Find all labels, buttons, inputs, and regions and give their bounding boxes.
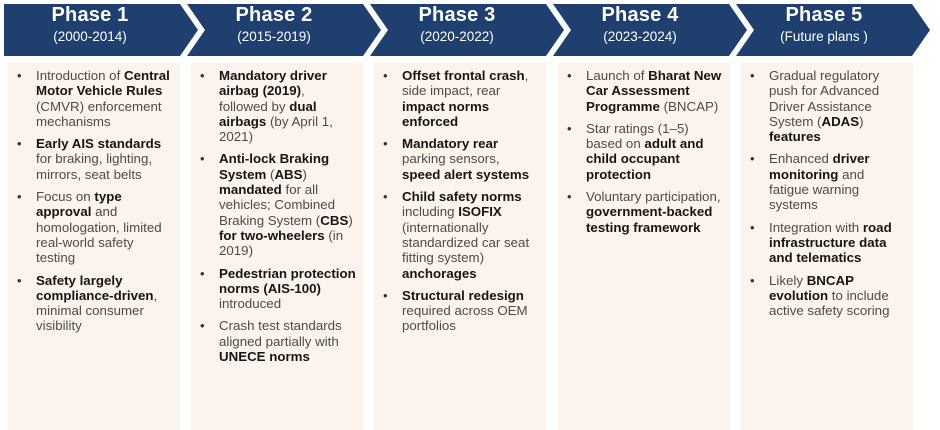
bullet-icon: • — [567, 189, 572, 205]
item-text-bold: Structural redesign — [402, 287, 524, 303]
item-text: Integration with — [769, 219, 863, 235]
item-text-bold: type approval — [36, 189, 122, 220]
phase-3-item — [380, 136, 540, 182]
item-text: (internationally standardized car seat fitting system) — [402, 219, 530, 266]
phase-2-list — [197, 68, 357, 364]
bullet-icon: • — [750, 219, 755, 235]
phase-1-list — [14, 68, 174, 334]
phase-1-item — [14, 136, 174, 182]
phase-2-title: Phase 2 — [235, 4, 313, 26]
phase-2-years: (2015-2019) — [237, 29, 311, 44]
phase-3-years: (2020-2022) — [420, 29, 494, 44]
item-text: parking sensors, — [402, 151, 500, 167]
item-text: ( — [266, 166, 275, 182]
phase-1-item — [14, 273, 174, 334]
phase-4-years: (2023-2024) — [603, 29, 677, 44]
item-text-bold: Pedestrian protection norms — [219, 265, 356, 296]
item-text: required across OEM portfolios — [402, 303, 528, 334]
phase-2-item — [197, 68, 357, 144]
item-text: Gradual regulatory push for Advanced Driver Assistance System ( — [769, 68, 880, 129]
item-text-bold: Mandatory driver airbag (2019) — [219, 68, 327, 99]
bullet-icon: • — [383, 287, 388, 303]
phase-1-years: (2000-2014) — [53, 29, 127, 44]
item-text-bold: impact norms enforced — [402, 98, 490, 129]
item-text: , minimal consumer visibility — [36, 287, 158, 334]
item-text-bold: Child safety norms — [402, 189, 522, 205]
phase-2-header — [190, 4, 358, 56]
item-text: (CMVR) enforcement mechanisms — [36, 98, 162, 129]
item-text-bold: Safety largely compliance-driven — [36, 272, 154, 303]
bullet-icon: • — [17, 68, 22, 83]
bullet-icon: • — [383, 189, 388, 205]
item-text: Focus on — [36, 189, 95, 205]
phase-4-item — [564, 189, 724, 235]
item-text: Voluntary participation, — [586, 189, 721, 205]
phase-2-item — [197, 151, 357, 258]
item-text-bold: ISOFIX — [458, 204, 502, 220]
bullet-icon: • — [17, 189, 22, 205]
bullet-icon: • — [383, 136, 388, 152]
item-text-bold: features — [769, 129, 821, 145]
bullet-icon: • — [200, 265, 205, 281]
item-text: Introduction of — [36, 68, 124, 83]
item-text: Launch of — [586, 68, 649, 83]
phase-3-list — [380, 68, 540, 334]
item-text-bold: (AIS-100) — [263, 280, 321, 296]
item-text-bold: Bharat New Car Assessment Programme — [586, 68, 722, 114]
bullet-icon: • — [750, 68, 755, 83]
phase-3-item — [380, 288, 540, 334]
phase-4-list — [564, 68, 724, 235]
phase-5-card — [741, 63, 913, 430]
item-text: for braking, lighting, mirrors, seat belts — [36, 151, 153, 182]
bullet-icon: • — [200, 318, 205, 334]
phase-2-item — [197, 266, 357, 312]
phase-1-card — [8, 63, 180, 430]
phase-5-item — [747, 273, 907, 319]
phase-2-item — [197, 318, 357, 364]
phase-3-item — [380, 189, 540, 281]
item-text-bold: mandated — [219, 182, 282, 198]
phase-1-item — [14, 189, 174, 265]
bullet-icon: • — [17, 136, 22, 152]
phase-3-title: Phase 3 — [418, 4, 496, 26]
item-text-bold: speed alert systems — [402, 166, 530, 182]
item-text-bold: Anti-lock Braking System — [219, 151, 330, 182]
bullet-icon: • — [200, 151, 205, 167]
item-text: Likely — [769, 272, 807, 288]
bullet-icon: • — [750, 151, 755, 167]
item-text: and fatigue warning systems — [769, 166, 865, 213]
item-text-bold: Mandatory rear — [402, 136, 499, 152]
phase-4-item — [564, 68, 724, 114]
phase-5-years: (Future plans ) — [780, 29, 868, 44]
item-text-bold: ABS — [274, 166, 303, 182]
phase-1-header — [6, 4, 174, 56]
item-text-bold: Offset frontal crash — [402, 68, 525, 83]
item-text-bold: dual airbags — [219, 98, 317, 129]
phase-4-title: Phase 4 — [601, 4, 679, 26]
item-text: ) — [859, 113, 864, 129]
item-text-bold: Central Motor Vehicle Rules — [36, 68, 170, 99]
bullet-icon: • — [750, 272, 755, 288]
phase-5-list — [747, 68, 907, 318]
phase-3-item — [380, 68, 540, 129]
item-text-bold: for two-wheelers — [219, 227, 325, 243]
item-text: (in 2019) — [219, 227, 344, 259]
bullet-icon: • — [17, 272, 22, 288]
phase-1-title: Phase 1 — [51, 4, 129, 26]
item-text-bold: CBS — [320, 212, 349, 228]
item-text-bold: driver monitoring — [769, 151, 870, 182]
item-text-bold: government-backed testing framework — [586, 204, 713, 235]
bullet-icon: • — [200, 68, 205, 83]
bullet-icon: • — [567, 120, 572, 136]
item-text: and homologation, limited real-world safety testing — [36, 204, 162, 266]
phase-3-card — [374, 63, 546, 430]
phase-5-title: Phase 5 — [785, 4, 863, 26]
item-text: Star ratings (1–5) based on — [586, 120, 689, 152]
item-text: including — [402, 204, 459, 220]
phase-5-item — [747, 68, 907, 144]
item-text: introduced — [219, 296, 282, 312]
item-text: , side impact, rear — [402, 68, 529, 99]
item-text: ) — [348, 212, 353, 228]
item-text: to include active safety scoring — [769, 287, 890, 319]
bullet-icon: • — [383, 68, 388, 83]
phase-2-card — [191, 63, 363, 430]
phase-1-item — [14, 68, 174, 129]
item-text-bold: adult and child occupant protection — [586, 136, 704, 182]
item-text-bold: Early AIS standards — [36, 136, 162, 152]
item-text: ) — [302, 166, 307, 182]
phase-3-header — [373, 4, 541, 56]
item-text: Crash test standards aligned partially with — [219, 318, 342, 349]
phase-4-card — [558, 63, 730, 430]
item-text: Enhanced — [769, 151, 833, 167]
item-text: (by April 1, 2021) — [219, 113, 333, 145]
item-text: , followed by — [219, 83, 305, 114]
phase-5-header — [740, 4, 908, 56]
item-text-bold: UNECE norms — [219, 349, 310, 365]
item-text: for all vehicles; Combined Braking System ( — [219, 182, 336, 228]
item-text-bold: anchorages — [402, 265, 477, 281]
phase-4-header — [556, 4, 724, 56]
item-text-bold: ADAS — [821, 113, 860, 129]
item-text-bold: BNCAP evolution — [769, 272, 854, 303]
phase-4-item — [564, 121, 724, 182]
bullet-icon: • — [567, 68, 572, 83]
phase-5-item — [747, 151, 907, 212]
item-text: (BNCAP) — [659, 98, 719, 114]
item-text-bold: road infrastructure data and telematics — [769, 219, 892, 266]
phase-5-item — [747, 220, 907, 266]
